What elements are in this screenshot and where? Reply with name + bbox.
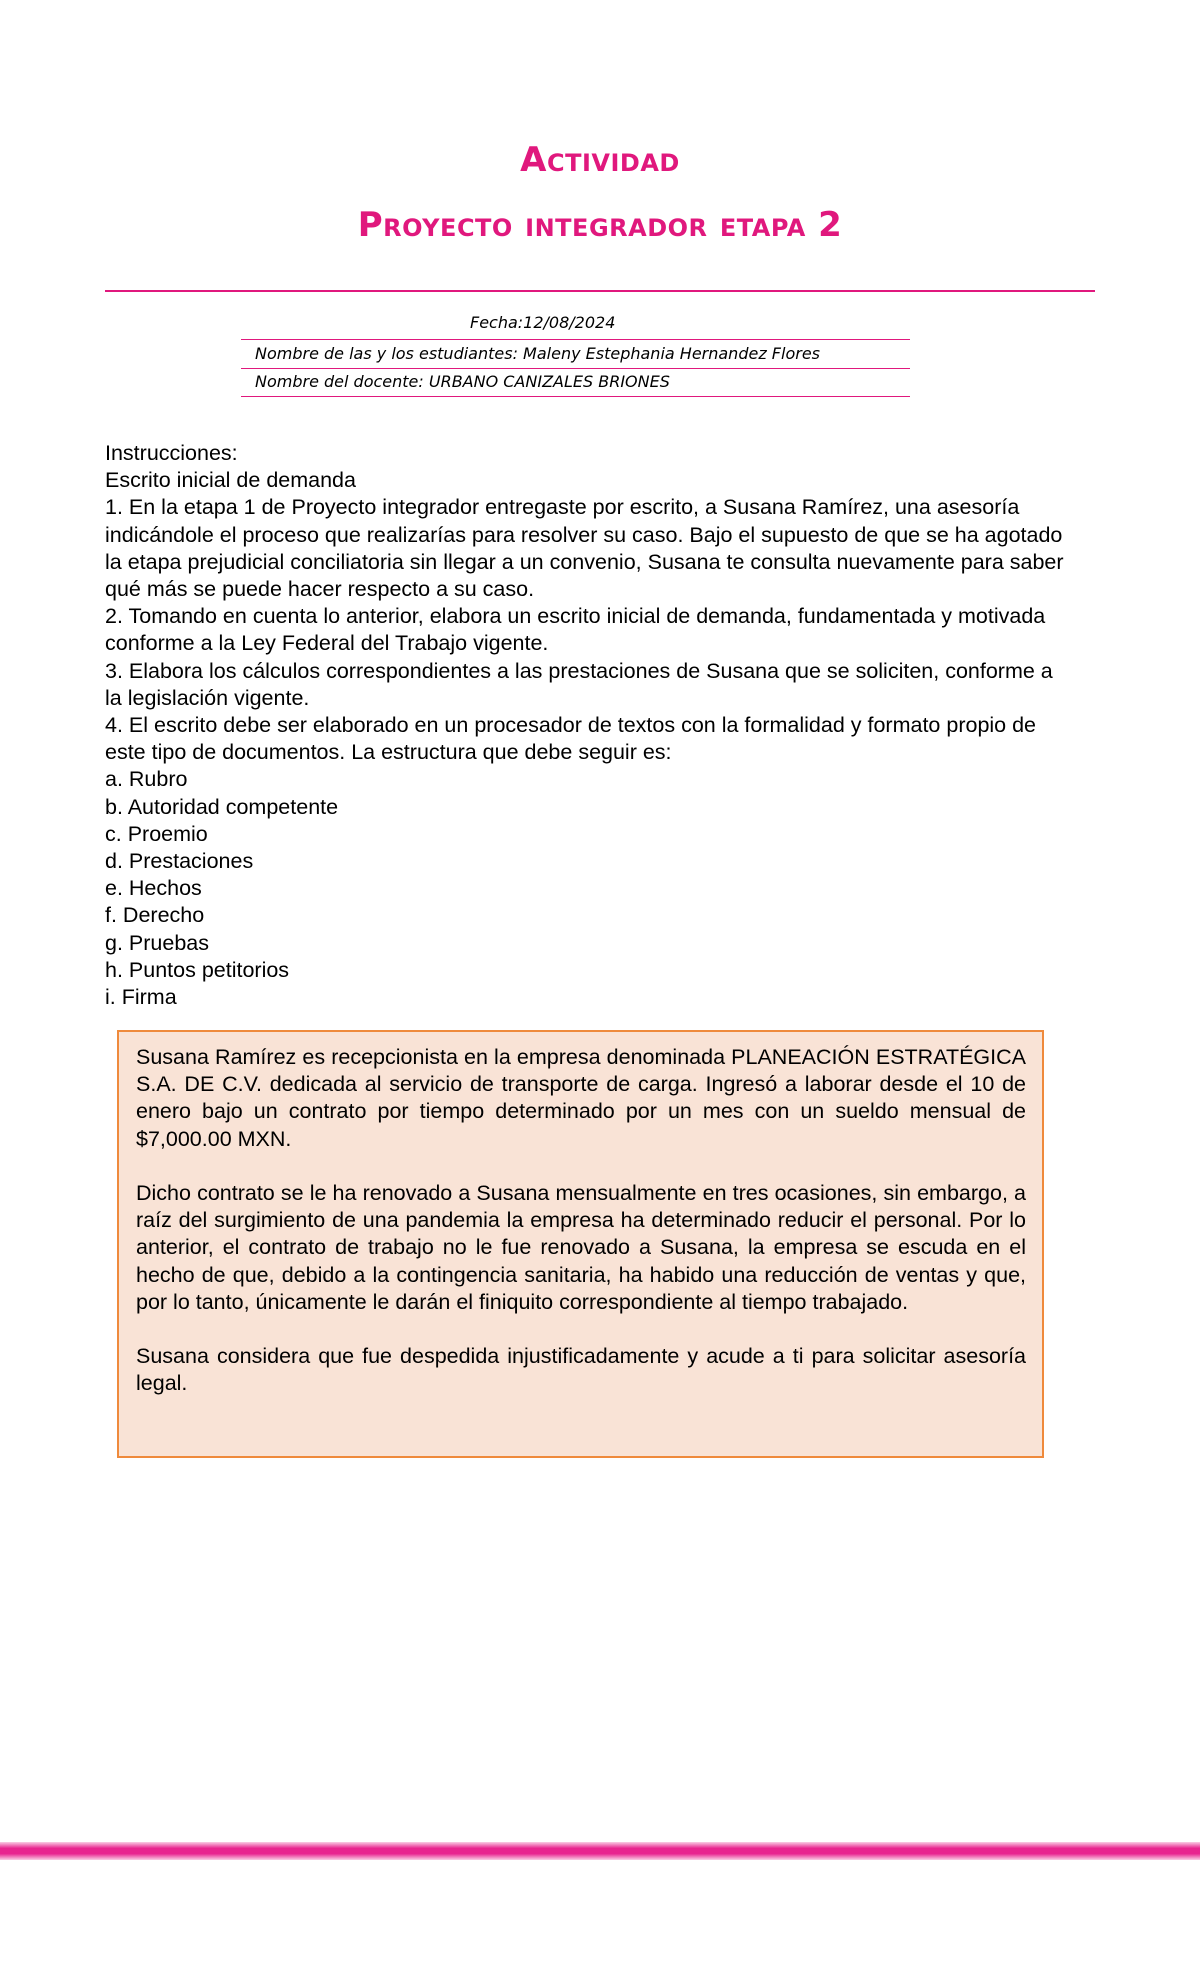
structure-item: g. Pruebas [105,930,209,955]
structure-item: c. Proemio [105,821,208,846]
teacher-field: Nombre del docente: URBANO CANIZALES BRIONES [241,370,910,397]
case-paragraph: Dicho contrato se le ha renovado a Susana mensualmente en tres ocasiones, sin embargo, a raíz del surgimiento de una pandemia la empresa ha determinado reducir el personal. Por lo anterior, el contrato de trabajo no le fue renovado a Susana, la empresa se escuda en el hecho de que, debido a la contingencia sanitaria, ha habido una reducción de ventas y que, por lo tanto, únicamente le darán el finiquito correspondiente al tiempo trabajado. [136,1181,1026,1314]
page-subtitle: Proyecto integrador etapa 2 [357,205,843,245]
title-divider [105,290,1095,292]
structure-item: d. Prestaciones [105,849,254,874]
structure-item: f. Derecho [105,903,205,928]
instruction-item: 3. Elabora los cálculos correspondientes a las prestaciones de Susana que se soliciten, conforme a la legislación vigente. [105,658,1053,710]
footer-accent-bar [0,1842,1200,1860]
meta-divider [241,339,910,340]
date-field: Fecha:12/08/2024 [470,313,616,332]
structure-item: b. Autoridad competente [105,794,339,819]
case-paragraph: Susana Ramírez es recepcionista en la empresa denominada PLANEACIÓN ESTRATÉGICA S.A. DE C.V. dedicada al servicio de transporte de carga. Ingresó a laborar desde el 10 de enero bajo un contrato por tiempo determinado por un mes con un sueldo mensual de $7,000.00 MXN. [136,1045,1026,1151]
structure-item: h. Puntos petitorios [105,957,290,982]
page-title: Actividad [520,140,680,180]
case-paragraph: Susana considera que fue despedida injustificadamente y acude a ti para solicitar asesoría legal. [136,1344,1026,1396]
structure-item: e. Hechos [105,876,202,901]
structure-item: a. Rubro [105,767,188,792]
structure-item: i. Firma [105,985,177,1010]
instructions-section [105,440,1065,1011]
instructions-subheading: Escrito inicial de demanda [105,468,356,493]
instruction-item: 2. Tomando en cuenta lo anterior, elabora un escrito inicial de demanda, fundamentada y motivada conforme a la Ley Federal del Trabajo vigente. [105,604,1046,656]
case-description-box [117,1030,1044,1458]
instruction-item: 1. En la etapa 1 de Proyecto integrador entregaste por escrito, a Susana Ramírez, una asesoría indicándole el proceso que realizarías para resolver su caso. Bajo el supuesto de que se ha agotado la etapa prejudicial conciliatoria sin llegar a un convenio, Susana te consulta nuevamente para saber qué más se puede hacer respecto a su caso. [105,495,1064,602]
instruction-item: 4. El escrito debe ser elaborado en un procesador de textos con la formalidad y formato propio de este tipo de documentos. La estructura que debe seguir es: [105,713,1037,765]
students-field: Nombre de las y los estudiantes: Maleny Estephania Hernandez Flores [241,342,910,369]
instructions-heading: Instrucciones: [105,441,238,465]
